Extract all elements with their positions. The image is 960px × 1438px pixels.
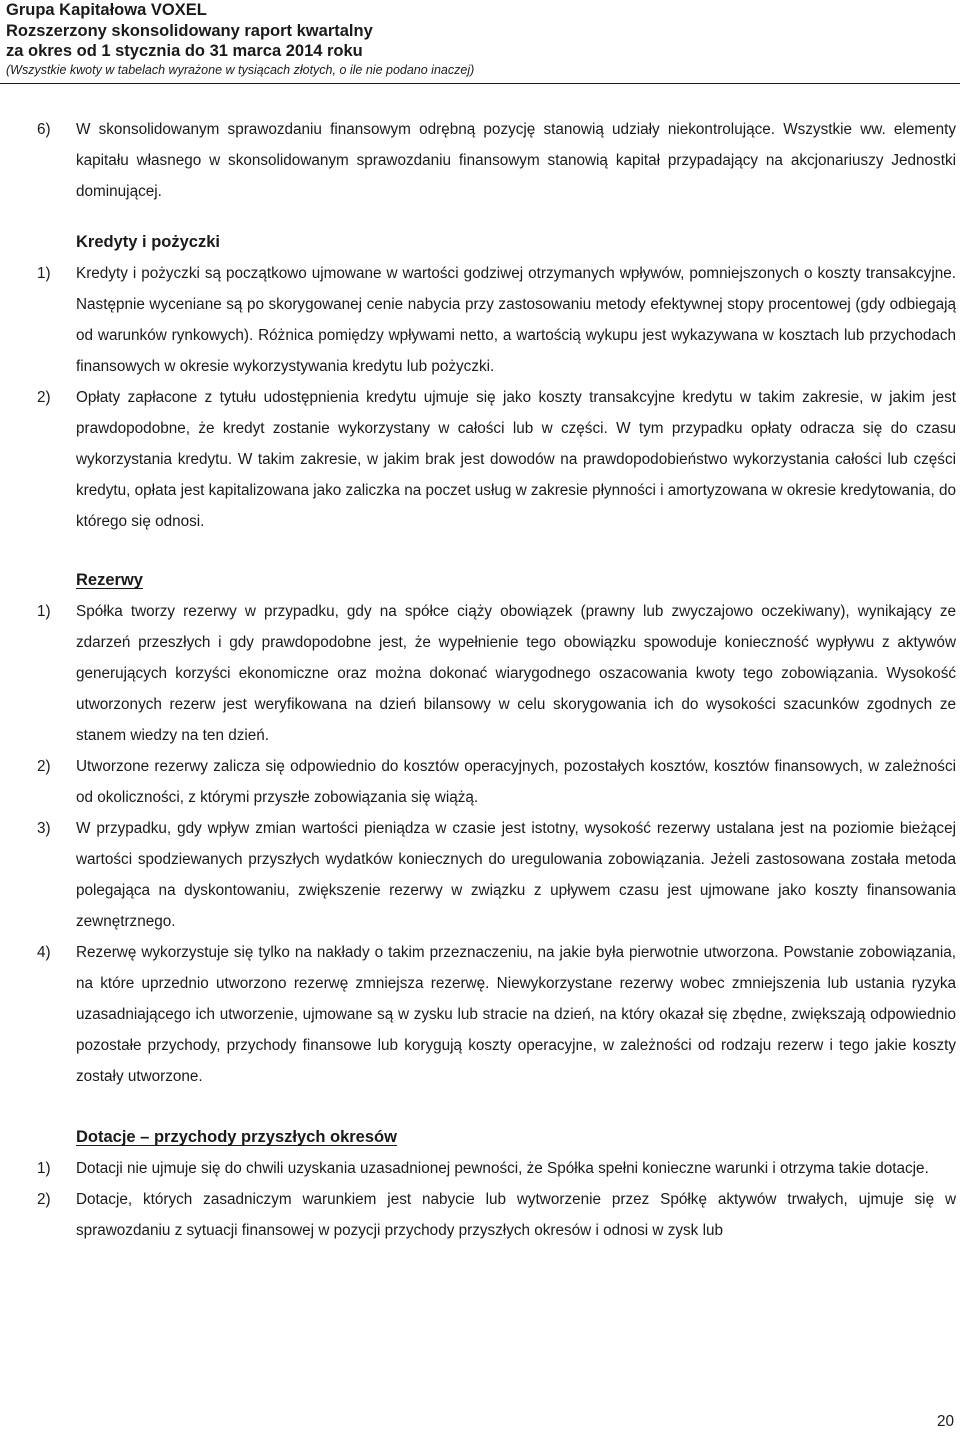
list-item-text: Spółka tworzy rezerwy w przypadku, gdy na spółce ciąży obowiązek (prawny lub zwyczajowo oczekiwany), wynikający ze zdarzeń przeszłych i gdy prawdopodobne jest, że wypełnienie tego obowiązku spowoduje konieczność wypływu z aktywów generujących korzyści ekonomiczne oraz można dokonać wiarygodnego oszacowania kwoty tego zobowiązania. Wysokość utworzonych rezerw jest weryfikowana na dzień bilansowy w celu skorygowania ich do wysokości szacunków zgodnych ze stanem wiedzy na ten dzień.	[76, 603, 956, 744]
list-item-number: 2)	[37, 758, 51, 775]
list-item	[37, 382, 956, 537]
list-item-number: 1)	[37, 603, 51, 620]
header-report-title: Rozszerzony skonsolidowany raport kwartalny	[6, 21, 373, 40]
page-number: 20	[936, 1413, 954, 1430]
list-item-number: 3)	[37, 820, 51, 837]
list-item	[37, 813, 956, 937]
section-title-text: Dotacje – przychody przyszłych okresów	[76, 1128, 397, 1146]
list-item-text: Kredyty i pożyczki są początkowo ujmowane w wartości godziwej otrzymanych wpływów, pomniejszonych o koszty transakcyjne. Następnie wyceniane są po skorygowanej cenie nabycia przy zastosowaniu metody efektywnej stopy procentowej (gdy odbiegają od warunków rynkowych). Różnica pomiędzy wpływami netto, a wartością wykupu jest wykazywana w kosztach lub przychodach finansowych w okresie wykorzystywania kredytu lub pożyczki.	[76, 265, 956, 375]
list-item-number: 6)	[37, 121, 51, 138]
header-amounts-note: (Wszystkie kwoty w tabelach wyrażone w tysiącach złotych, o ile nie podano inaczej)	[6, 62, 475, 77]
list-item	[37, 258, 956, 382]
section-spacer	[37, 537, 956, 565]
section-title-kredyty: Kredyty i pożyczki	[76, 233, 220, 251]
header-divider	[0, 83, 960, 84]
list-item-text: Rezerwę wykorzystuje się tylko na nakłady o takim przeznaczeniu, na jakie była pierwotnie utworzona. Powstanie zobowiązania, na które uprzednio utworzono rezerwę zmniejsza rezerwę. Niewykorzystane rezerwy wobec zmniejszenia lub ustania ryzyka uzasadniającego ich utworzenie, ujmowane są w zysku lub stracie na dzień, na który okazał się zbędne, zwiększają odpowiednio pozostałe przychody, przychody finansowe lub korygują koszty operacyjne, w zależności od rodzaju rezerw i tego jakie koszty zostały utworzone.	[76, 944, 956, 1085]
list-item-text: Utworzone rezerwy zalicza się odpowiednio do kosztów operacyjnych, pozostałych kosztów, kosztów finansowych, w zależności od okoliczności, z którymi przyszłe zobowiązania się wiążą.	[76, 758, 956, 806]
list-item	[37, 751, 956, 813]
section-spacer	[37, 207, 956, 227]
list-item	[37, 1184, 956, 1246]
list-item-text: Dotacje, których zasadniczym warunkiem jest nabycie lub wytworzenie przez Spółkę aktywów trwałych, ujmuje się w sprawozdaniu z sytuacji finansowej w pozycji przychody przyszłych okresów i odnosi w zysk lub	[76, 1191, 956, 1239]
list-item-text: W skonsolidowanym sprawozdaniu finansowym odrębną pozycję stanowią udziały niekontrolujące. Wszystkie ww. elementy kapitału własnego w skonsolidowanym sprawozdaniu finansowym stanowią kapitał przypadający na akcjonariuszy Jednostki dominującej.	[76, 121, 956, 200]
list-item-number: 1)	[37, 1160, 51, 1177]
document-body	[37, 114, 956, 1246]
list-item-text: W przypadku, gdy wpływ zmian wartości pieniądza w czasie jest istotny, wysokość rezerwy ustalana jest na poziomie bieżącej wartości spodziewanych przyszłych wydatków koniecznych do uregulowania zobowiązania. Jeżeli zastosowana została metoda polegająca na dyskontowaniu, zwiększenie rezerwy w związku z upływem czasu jest ujmowane jako koszty finansowania zewnętrznego.	[76, 820, 956, 930]
section-spacer	[37, 1092, 956, 1122]
list-item-text: Opłaty zapłacone z tytułu udostępnienia kredytu ujmuje się jako koszty transakcyjne kredytu w takim zakresie, w jakim jest prawdopodobne, że kredyt zostanie wykorzystany w całości lub w części. W tym przypadku opłaty odracza się do czasu wykorzystania kredytu. W takim zakresie, w jakim brak jest dowodów na prawdopodobieństwo wykorzystania całości lub części kredytu, opłata jest kapitalizowana jako zaliczka na poczet usług w zakresie płynności i amortyzowana w okresie kredytowania, do którego się odnosi.	[76, 389, 957, 530]
list-item	[37, 937, 956, 1092]
report-header	[6, 0, 946, 78]
list-item	[37, 114, 956, 207]
section-title-rezerwy	[37, 565, 956, 596]
list-item	[37, 596, 956, 751]
list-item-text: Dotacji nie ujmuje się do chwili uzyskania uzasadnionej pewności, że Spółka spełni konieczne warunki i otrzyma takie dotacje.	[76, 1160, 929, 1177]
header-period: za okres od 1 stycznia do 31 marca 2014 roku	[6, 42, 363, 60]
list-item-number: 1)	[37, 265, 51, 282]
section-title-dotacje	[37, 1122, 956, 1153]
list-item	[37, 1153, 956, 1184]
list-item-number: 2)	[37, 389, 51, 406]
section-title-text: Rezerwy	[76, 571, 143, 589]
list-item-number: 4)	[37, 944, 51, 961]
list-item-number: 2)	[37, 1191, 51, 1208]
header-company: Grupa Kapitałowa VOXEL	[6, 1, 207, 19]
